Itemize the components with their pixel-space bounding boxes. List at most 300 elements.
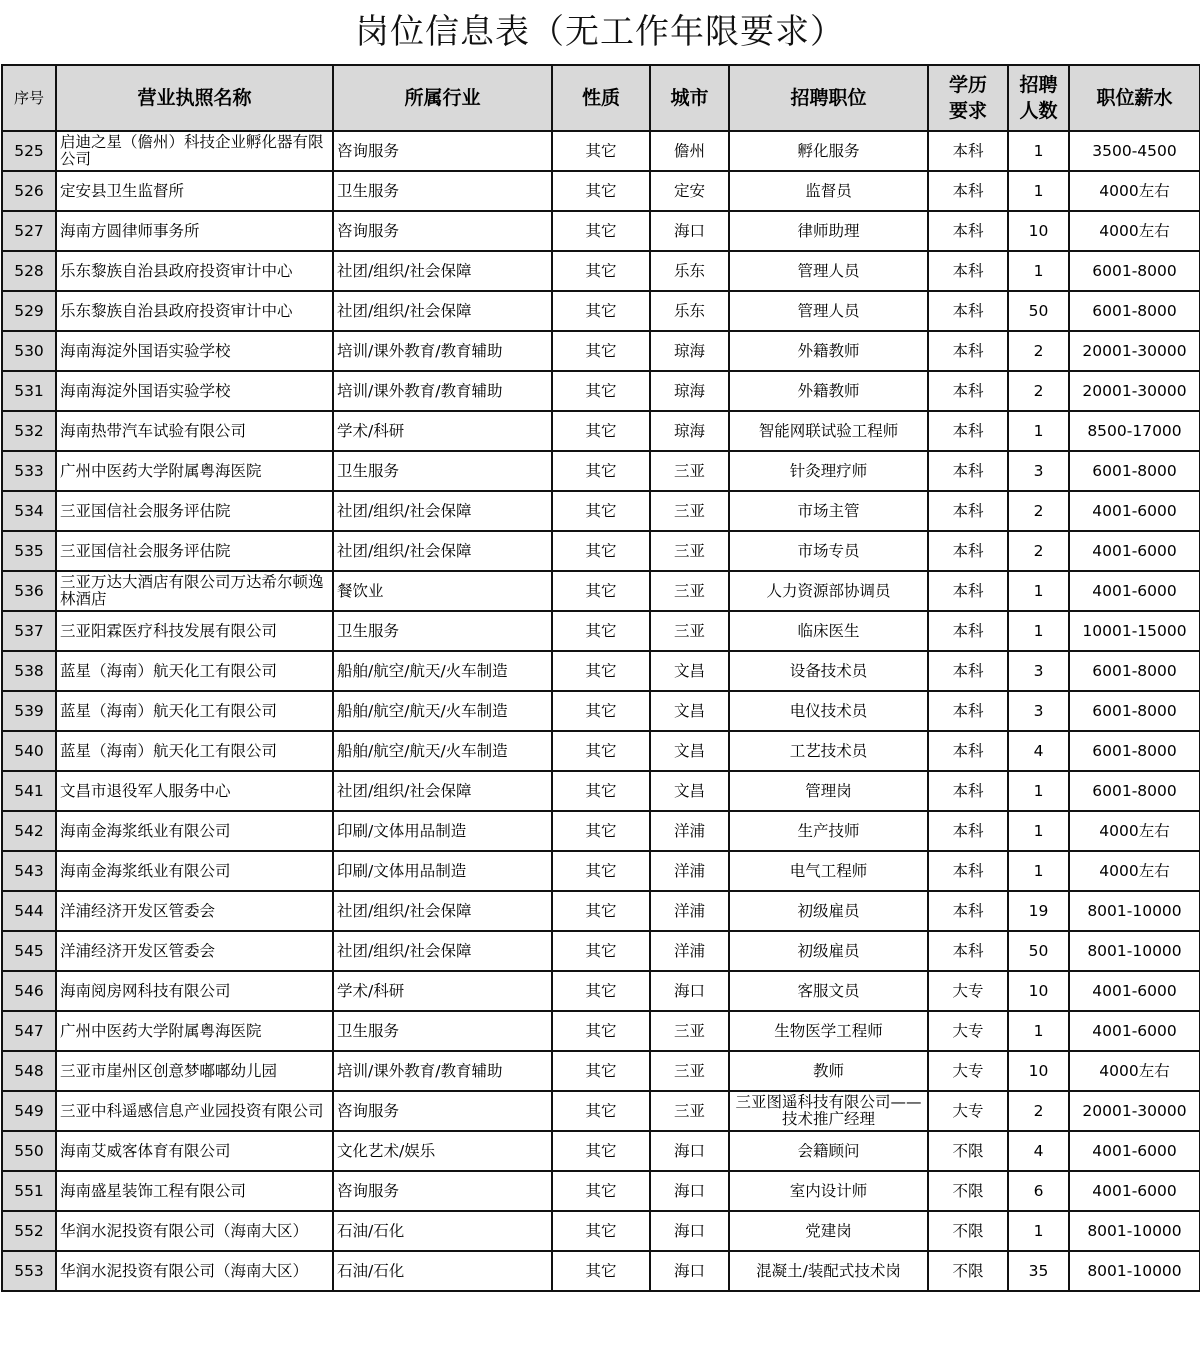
cell-education: 本科 xyxy=(928,371,1008,411)
cell-position: 初级雇员 xyxy=(729,931,928,971)
cell-position: 工艺技术员 xyxy=(729,731,928,771)
cell-count: 1 xyxy=(1008,251,1069,291)
cell-industry: 咨询服务 xyxy=(333,1171,552,1211)
cell-education: 本科 xyxy=(928,571,1008,611)
cell-education: 不限 xyxy=(928,1251,1008,1291)
cell-salary: 6001-8000 xyxy=(1069,291,1200,331)
cell-position: 管理岗 xyxy=(729,771,928,811)
cell-nature: 其它 xyxy=(552,1091,650,1131)
cell-salary: 8500-17000 xyxy=(1069,411,1200,451)
cell-company: 海南艾威客体育有限公司 xyxy=(56,1131,333,1171)
cell-city: 文昌 xyxy=(650,771,729,811)
cell-nature: 其它 xyxy=(552,1251,650,1291)
cell-company: 三亚市崖州区创意梦嘟嘟幼儿园 xyxy=(56,1051,333,1091)
cell-education: 本科 xyxy=(928,171,1008,211)
cell-position: 初级雇员 xyxy=(729,891,928,931)
cell-industry: 社团/组织/社会保障 xyxy=(333,771,552,811)
cell-count: 4 xyxy=(1008,731,1069,771)
table-row xyxy=(2,1211,1200,1251)
cell-nature: 其它 xyxy=(552,1211,650,1251)
cell-education: 本科 xyxy=(928,131,1008,171)
jobs-table xyxy=(1,64,1200,1292)
page-title: 岗位信息表（无工作年限要求） xyxy=(355,12,845,52)
cell-city: 三亚 xyxy=(650,1011,729,1051)
cell-count: 2 xyxy=(1008,491,1069,531)
cell-seq: 552 xyxy=(2,1211,56,1251)
cell-city: 海口 xyxy=(650,1211,729,1251)
cell-salary: 6001-8000 xyxy=(1069,731,1200,771)
cell-education: 不限 xyxy=(928,1211,1008,1251)
table-row xyxy=(2,491,1200,531)
cell-industry: 培训/课外教育/教育辅助 xyxy=(333,1051,552,1091)
cell-nature: 其它 xyxy=(552,1171,650,1211)
table-row xyxy=(2,1011,1200,1051)
cell-seq: 527 xyxy=(2,211,56,251)
cell-nature: 其它 xyxy=(552,931,650,971)
cell-seq: 553 xyxy=(2,1251,56,1291)
cell-count: 2 xyxy=(1008,1091,1069,1131)
header-city: 城市 xyxy=(650,65,729,131)
cell-salary: 6001-8000 xyxy=(1069,771,1200,811)
cell-education: 本科 xyxy=(928,451,1008,491)
cell-city: 三亚 xyxy=(650,1091,729,1131)
cell-count: 10 xyxy=(1008,971,1069,1011)
cell-position: 会籍顾问 xyxy=(729,1131,928,1171)
cell-industry: 培训/课外教育/教育辅助 xyxy=(333,371,552,411)
cell-count: 1 xyxy=(1008,131,1069,171)
cell-seq: 533 xyxy=(2,451,56,491)
cell-seq: 535 xyxy=(2,531,56,571)
cell-education: 本科 xyxy=(928,811,1008,851)
cell-count: 2 xyxy=(1008,531,1069,571)
header-position: 招聘职位 xyxy=(729,65,928,131)
table-row xyxy=(2,531,1200,571)
table-row xyxy=(2,651,1200,691)
cell-education: 不限 xyxy=(928,1131,1008,1171)
cell-seq: 546 xyxy=(2,971,56,1011)
cell-salary: 4000左右 xyxy=(1069,811,1200,851)
cell-industry: 卫生服务 xyxy=(333,1011,552,1051)
header-count xyxy=(1008,65,1069,131)
table-row xyxy=(2,1051,1200,1091)
header-seq: 序号 xyxy=(2,65,56,131)
cell-count: 2 xyxy=(1008,371,1069,411)
table-row xyxy=(2,611,1200,651)
cell-company: 蓝星（海南）航天化工有限公司 xyxy=(56,691,333,731)
cell-position: 律师助理 xyxy=(729,211,928,251)
cell-salary: 20001-30000 xyxy=(1069,1091,1200,1131)
table-row xyxy=(2,291,1200,331)
header-row xyxy=(2,65,1200,131)
cell-salary: 4001-6000 xyxy=(1069,971,1200,1011)
cell-seq: 544 xyxy=(2,891,56,931)
cell-city: 文昌 xyxy=(650,651,729,691)
table-row xyxy=(2,131,1200,171)
cell-city: 儋州 xyxy=(650,131,729,171)
cell-nature: 其它 xyxy=(552,851,650,891)
cell-city: 海口 xyxy=(650,1251,729,1291)
cell-count: 50 xyxy=(1008,931,1069,971)
table-row xyxy=(2,451,1200,491)
cell-industry: 咨询服务 xyxy=(333,1091,552,1131)
cell-industry: 船舶/航空/航天/火车制造 xyxy=(333,691,552,731)
cell-salary: 6001-8000 xyxy=(1069,251,1200,291)
cell-industry: 社团/组织/社会保障 xyxy=(333,491,552,531)
header-salary: 职位薪水 xyxy=(1069,65,1200,131)
cell-company: 三亚中科遥感信息产业园投资有限公司 xyxy=(56,1091,333,1131)
cell-nature: 其它 xyxy=(552,1011,650,1051)
cell-count: 1 xyxy=(1008,851,1069,891)
cell-company: 海南海淀外国语实验学校 xyxy=(56,331,333,371)
cell-nature: 其它 xyxy=(552,451,650,491)
cell-city: 洋浦 xyxy=(650,811,729,851)
cell-company: 广州中医药大学附属粤海医院 xyxy=(56,451,333,491)
table-row xyxy=(2,571,1200,611)
cell-salary: 3500-4500 xyxy=(1069,131,1200,171)
cell-industry: 印刷/文体用品制造 xyxy=(333,851,552,891)
cell-education: 本科 xyxy=(928,211,1008,251)
cell-nature: 其它 xyxy=(552,571,650,611)
cell-city: 洋浦 xyxy=(650,931,729,971)
cell-position: 人力资源部协调员 xyxy=(729,571,928,611)
cell-education: 本科 xyxy=(928,651,1008,691)
cell-count: 3 xyxy=(1008,691,1069,731)
cell-industry: 咨询服务 xyxy=(333,131,552,171)
cell-nature: 其它 xyxy=(552,771,650,811)
cell-education: 本科 xyxy=(928,411,1008,451)
cell-company: 文昌市退役军人服务中心 xyxy=(56,771,333,811)
cell-company: 蓝星（海南）航天化工有限公司 xyxy=(56,651,333,691)
cell-nature: 其它 xyxy=(552,491,650,531)
table-row xyxy=(2,851,1200,891)
table-body xyxy=(2,131,1200,1291)
header-nature: 性质 xyxy=(552,65,650,131)
cell-company: 海南热带汽车试验有限公司 xyxy=(56,411,333,451)
cell-position: 市场主管 xyxy=(729,491,928,531)
cell-city: 文昌 xyxy=(650,731,729,771)
cell-salary: 4001-6000 xyxy=(1069,571,1200,611)
cell-city: 定安 xyxy=(650,171,729,211)
cell-city: 琼海 xyxy=(650,411,729,451)
table-row xyxy=(2,891,1200,931)
cell-industry: 社团/组织/社会保障 xyxy=(333,291,552,331)
cell-company: 洋浦经济开发区管委会 xyxy=(56,931,333,971)
cell-city: 海口 xyxy=(650,211,729,251)
cell-company: 三亚国信社会服务评估院 xyxy=(56,531,333,571)
cell-salary: 6001-8000 xyxy=(1069,451,1200,491)
cell-city: 三亚 xyxy=(650,571,729,611)
table-row xyxy=(2,211,1200,251)
cell-education: 本科 xyxy=(928,531,1008,571)
cell-education: 本科 xyxy=(928,291,1008,331)
cell-position: 管理人员 xyxy=(729,251,928,291)
cell-count: 1 xyxy=(1008,1211,1069,1251)
cell-industry: 学术/科研 xyxy=(333,411,552,451)
cell-seq: 529 xyxy=(2,291,56,331)
cell-company: 华润水泥投资有限公司（海南大区） xyxy=(56,1211,333,1251)
cell-position: 室内设计师 xyxy=(729,1171,928,1211)
cell-count: 35 xyxy=(1008,1251,1069,1291)
header-education xyxy=(928,65,1008,131)
table-row xyxy=(2,971,1200,1011)
table-row xyxy=(2,1251,1200,1291)
cell-salary: 4001-6000 xyxy=(1069,1131,1200,1171)
cell-seq: 530 xyxy=(2,331,56,371)
cell-salary: 20001-30000 xyxy=(1069,371,1200,411)
cell-seq: 531 xyxy=(2,371,56,411)
cell-nature: 其它 xyxy=(552,971,650,1011)
cell-count: 10 xyxy=(1008,1051,1069,1091)
cell-count: 1 xyxy=(1008,811,1069,851)
table-row xyxy=(2,771,1200,811)
cell-seq: 537 xyxy=(2,611,56,651)
cell-industry: 社团/组织/社会保障 xyxy=(333,891,552,931)
table-row xyxy=(2,731,1200,771)
cell-salary: 4001-6000 xyxy=(1069,531,1200,571)
cell-count: 2 xyxy=(1008,331,1069,371)
cell-position: 三亚图遥科技有限公司——技术推广经理 xyxy=(729,1091,928,1131)
cell-seq: 545 xyxy=(2,931,56,971)
cell-position: 生产技师 xyxy=(729,811,928,851)
cell-count: 50 xyxy=(1008,291,1069,331)
cell-company: 海南海淀外国语实验学校 xyxy=(56,371,333,411)
cell-education: 本科 xyxy=(928,771,1008,811)
cell-city: 三亚 xyxy=(650,531,729,571)
cell-count: 6 xyxy=(1008,1171,1069,1211)
table-row xyxy=(2,251,1200,291)
cell-company: 海南方圆律师事务所 xyxy=(56,211,333,251)
cell-company: 华润水泥投资有限公司（海南大区） xyxy=(56,1251,333,1291)
cell-education: 不限 xyxy=(928,1171,1008,1211)
cell-nature: 其它 xyxy=(552,131,650,171)
cell-position: 设备技术员 xyxy=(729,651,928,691)
cell-seq: 549 xyxy=(2,1091,56,1131)
cell-position: 外籍教师 xyxy=(729,331,928,371)
cell-city: 三亚 xyxy=(650,1051,729,1091)
cell-salary: 10001-15000 xyxy=(1069,611,1200,651)
table-row xyxy=(2,931,1200,971)
cell-city: 海口 xyxy=(650,1131,729,1171)
cell-salary: 4001-6000 xyxy=(1069,1011,1200,1051)
cell-count: 1 xyxy=(1008,611,1069,651)
cell-nature: 其它 xyxy=(552,291,650,331)
cell-education: 大专 xyxy=(928,1011,1008,1051)
cell-seq: 538 xyxy=(2,651,56,691)
cell-city: 洋浦 xyxy=(650,851,729,891)
cell-industry: 文化艺术/娱乐 xyxy=(333,1131,552,1171)
cell-company: 乐东黎族自治县政府投资审计中心 xyxy=(56,251,333,291)
cell-position: 教师 xyxy=(729,1051,928,1091)
cell-industry: 卫生服务 xyxy=(333,171,552,211)
cell-count: 4 xyxy=(1008,1131,1069,1171)
cell-position: 针灸理疗师 xyxy=(729,451,928,491)
cell-salary: 4000左右 xyxy=(1069,211,1200,251)
cell-salary: 4000左右 xyxy=(1069,851,1200,891)
cell-nature: 其它 xyxy=(552,211,650,251)
cell-seq: 536 xyxy=(2,571,56,611)
cell-city: 琼海 xyxy=(650,331,729,371)
cell-education: 本科 xyxy=(928,851,1008,891)
cell-salary: 8001-10000 xyxy=(1069,1211,1200,1251)
table-row xyxy=(2,411,1200,451)
cell-company: 海南阅房网科技有限公司 xyxy=(56,971,333,1011)
cell-nature: 其它 xyxy=(552,1051,650,1091)
cell-count: 1 xyxy=(1008,571,1069,611)
cell-education: 大专 xyxy=(928,1091,1008,1131)
cell-nature: 其它 xyxy=(552,891,650,931)
cell-salary: 6001-8000 xyxy=(1069,651,1200,691)
cell-city: 乐东 xyxy=(650,291,729,331)
cell-company: 海南金海浆纸业有限公司 xyxy=(56,851,333,891)
cell-education: 本科 xyxy=(928,611,1008,651)
table-row xyxy=(2,331,1200,371)
cell-nature: 其它 xyxy=(552,651,650,691)
cell-education: 本科 xyxy=(928,251,1008,291)
cell-seq: 550 xyxy=(2,1131,56,1171)
cell-city: 洋浦 xyxy=(650,891,729,931)
cell-nature: 其它 xyxy=(552,331,650,371)
cell-nature: 其它 xyxy=(552,731,650,771)
cell-position: 电仪技术员 xyxy=(729,691,928,731)
header-education-line1: 学历 xyxy=(948,74,987,96)
cell-city: 文昌 xyxy=(650,691,729,731)
cell-company: 乐东黎族自治县政府投资审计中心 xyxy=(56,291,333,331)
cell-salary: 20001-30000 xyxy=(1069,331,1200,371)
table-row xyxy=(2,811,1200,851)
cell-nature: 其它 xyxy=(552,811,650,851)
cell-nature: 其它 xyxy=(552,411,650,451)
cell-industry: 石油/石化 xyxy=(333,1251,552,1291)
cell-nature: 其它 xyxy=(552,371,650,411)
header-company: 营业执照名称 xyxy=(56,65,333,131)
cell-nature: 其它 xyxy=(552,1131,650,1171)
cell-industry: 社团/组织/社会保障 xyxy=(333,531,552,571)
cell-city: 三亚 xyxy=(650,611,729,651)
cell-company: 启迪之星（儋州）科技企业孵化器有限公司 xyxy=(56,131,333,171)
cell-city: 乐东 xyxy=(650,251,729,291)
cell-company: 蓝星（海南）航天化工有限公司 xyxy=(56,731,333,771)
cell-nature: 其它 xyxy=(552,171,650,211)
cell-seq: 547 xyxy=(2,1011,56,1051)
cell-position: 混凝土/装配式技术岗 xyxy=(729,1251,928,1291)
cell-seq: 539 xyxy=(2,691,56,731)
cell-count: 10 xyxy=(1008,211,1069,251)
cell-salary: 8001-10000 xyxy=(1069,1251,1200,1291)
cell-position: 管理人员 xyxy=(729,291,928,331)
cell-industry: 餐饮业 xyxy=(333,571,552,611)
cell-industry: 社团/组织/社会保障 xyxy=(333,251,552,291)
cell-position: 电气工程师 xyxy=(729,851,928,891)
cell-position: 外籍教师 xyxy=(729,371,928,411)
cell-education: 大专 xyxy=(928,971,1008,1011)
table-row xyxy=(2,691,1200,731)
cell-count: 1 xyxy=(1008,411,1069,451)
cell-industry: 培训/课外教育/教育辅助 xyxy=(333,331,552,371)
cell-salary: 8001-10000 xyxy=(1069,931,1200,971)
cell-company: 洋浦经济开发区管委会 xyxy=(56,891,333,931)
cell-industry: 石油/石化 xyxy=(333,1211,552,1251)
cell-education: 本科 xyxy=(928,891,1008,931)
cell-salary: 8001-10000 xyxy=(1069,891,1200,931)
cell-seq: 548 xyxy=(2,1051,56,1091)
cell-salary: 4000左右 xyxy=(1069,171,1200,211)
cell-education: 大专 xyxy=(928,1051,1008,1091)
cell-education: 本科 xyxy=(928,331,1008,371)
cell-city: 三亚 xyxy=(650,451,729,491)
cell-nature: 其它 xyxy=(552,531,650,571)
cell-industry: 船舶/航空/航天/火车制造 xyxy=(333,651,552,691)
cell-count: 1 xyxy=(1008,171,1069,211)
header-industry: 所属行业 xyxy=(333,65,552,131)
cell-position: 客服文员 xyxy=(729,971,928,1011)
cell-city: 海口 xyxy=(650,971,729,1011)
cell-position: 市场专员 xyxy=(729,531,928,571)
cell-seq: 534 xyxy=(2,491,56,531)
cell-industry: 卫生服务 xyxy=(333,451,552,491)
cell-nature: 其它 xyxy=(552,691,650,731)
cell-position: 智能网联试验工程师 xyxy=(729,411,928,451)
cell-company: 三亚万达大酒店有限公司万达希尔顿逸林酒店 xyxy=(56,571,333,611)
cell-company: 定安县卫生监督所 xyxy=(56,171,333,211)
cell-seq: 532 xyxy=(2,411,56,451)
cell-position: 临床医生 xyxy=(729,611,928,651)
cell-industry: 卫生服务 xyxy=(333,611,552,651)
cell-position: 监督员 xyxy=(729,171,928,211)
table-row xyxy=(2,1091,1200,1131)
header-education-line2: 要求 xyxy=(948,100,987,122)
header-count-line1: 招聘 xyxy=(1019,74,1058,96)
cell-industry: 印刷/文体用品制造 xyxy=(333,811,552,851)
cell-industry: 学术/科研 xyxy=(333,971,552,1011)
table-row xyxy=(2,1171,1200,1211)
cell-position: 党建岗 xyxy=(729,1211,928,1251)
cell-position: 孵化服务 xyxy=(729,131,928,171)
cell-seq: 542 xyxy=(2,811,56,851)
cell-count: 1 xyxy=(1008,771,1069,811)
cell-industry: 船舶/航空/航天/火车制造 xyxy=(333,731,552,771)
cell-seq: 540 xyxy=(2,731,56,771)
cell-education: 本科 xyxy=(928,931,1008,971)
cell-salary: 4001-6000 xyxy=(1069,1171,1200,1211)
cell-position: 生物医学工程师 xyxy=(729,1011,928,1051)
cell-seq: 525 xyxy=(2,131,56,171)
table-row xyxy=(2,371,1200,411)
cell-company: 海南金海浆纸业有限公司 xyxy=(56,811,333,851)
cell-count: 3 xyxy=(1008,451,1069,491)
cell-nature: 其它 xyxy=(552,251,650,291)
table-row xyxy=(2,1131,1200,1171)
cell-company: 海南盛星装饰工程有限公司 xyxy=(56,1171,333,1211)
table-row xyxy=(2,171,1200,211)
cell-count: 3 xyxy=(1008,651,1069,691)
cell-salary: 4001-6000 xyxy=(1069,491,1200,531)
cell-salary: 4000左右 xyxy=(1069,1051,1200,1091)
cell-company: 三亚国信社会服务评估院 xyxy=(56,491,333,531)
cell-seq: 526 xyxy=(2,171,56,211)
cell-education: 本科 xyxy=(928,491,1008,531)
cell-company: 三亚阳霖医疗科技发展有限公司 xyxy=(56,611,333,651)
cell-count: 1 xyxy=(1008,1011,1069,1051)
cell-city: 三亚 xyxy=(650,491,729,531)
cell-seq: 541 xyxy=(2,771,56,811)
cell-company: 广州中医药大学附属粤海医院 xyxy=(56,1011,333,1051)
cell-city: 琼海 xyxy=(650,371,729,411)
cell-seq: 551 xyxy=(2,1171,56,1211)
cell-education: 本科 xyxy=(928,731,1008,771)
cell-count: 19 xyxy=(1008,891,1069,931)
cell-city: 海口 xyxy=(650,1171,729,1211)
cell-industry: 咨询服务 xyxy=(333,211,552,251)
